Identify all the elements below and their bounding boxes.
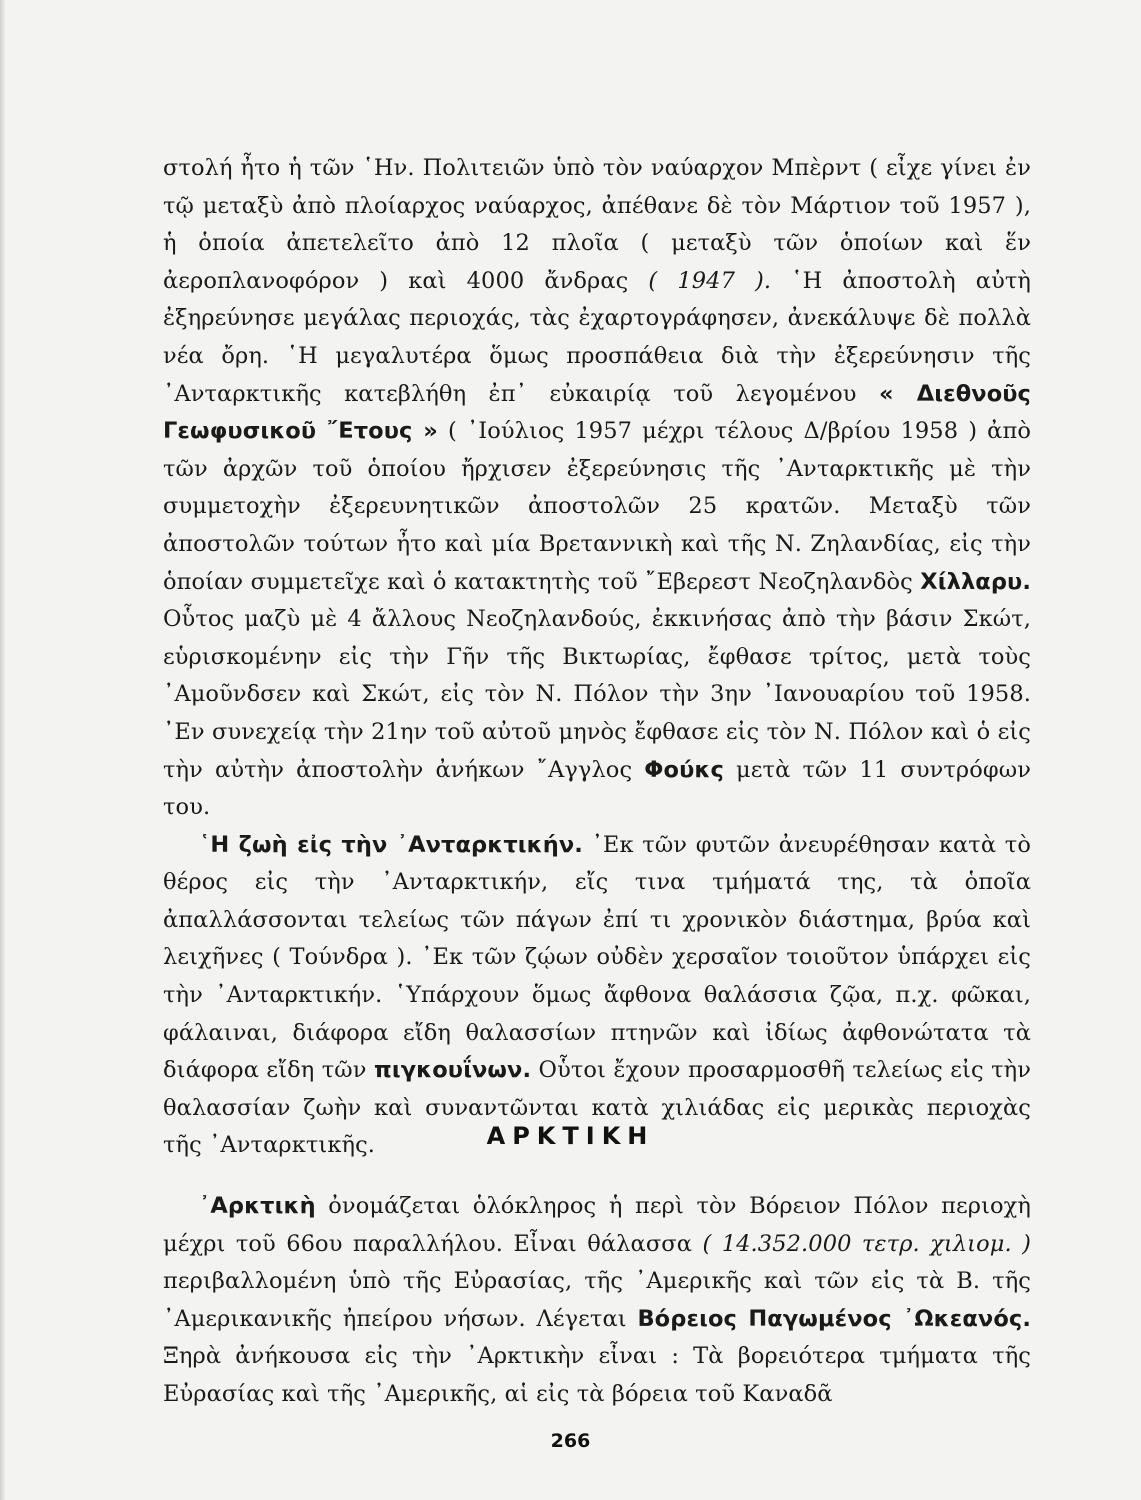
text-run: Οὗτος μαζὺ μὲ 4 ἄλλους Νεοζηλανδούς, ἐκκινήσας ἀπὸ τὴν βάσιν Σκώτ, εὑρισκομένην εἰς τὴν Γῆν τῆς Βικτωρίας, ἔφθασε τρίτος, μετὰ τοὺς ᾿Αμοῦνδσεν καὶ Σκώτ, εἰς τὸν Ν. Πόλον τὴν 3ην ᾿Ιανουαρίου τοῦ 1958. ᾿Εν συνεχείᾳ τὴν 21ην τοῦ αὐτοῦ μηνὸς ἔφθασε εἰς τὸν Ν. Πόλον καὶ ὁ εἰς τὴν αὐτὴν ἀποστολὴν ἀνήκων ῎Αγγλος [163,606,1031,783]
bold-fuchs: Φούκς [644,756,724,783]
scan-edge-shadow [0,0,6,1500]
text-run: ὀνομάζεται ὁλόκληρος ἡ περὶ τὸν Βόρειον Πόλον περιοχὴ μέχρι τοῦ 66ου παραλλήλου. Εἶναι θάλασσα [163,1193,1031,1257]
bold-life-heading: ῾Η ζωὴ εἰς τὴν ᾿Ανταρκτικήν. [199,831,583,858]
bold-arctic-ocean: Βόρειος Παγωμένος ᾿Ωκεανός. [637,1305,1031,1332]
text-run: μετὰ τῶν 11 συντρόφων του. [163,756,1031,821]
text-run: περιβαλλομένη ὑπὸ τῆς Εὐρασίας, τῆς ᾿Αμερικῆς καὶ τῶν εἰς τὰ Β. τῆς ᾿Αμερικανικῆς ἠπείρου νήσων. Λέγεται [163,1268,1031,1332]
bold-geophysical-year: « Διεθνοῦς Γεωφυσικοῦ ῎Ετους » [163,380,1031,445]
section-heading: ΑΡΚΤΙΚΗ [486,1122,655,1150]
arctic-text-block [163,1188,1031,1414]
arctic-paragraph [163,1188,1031,1414]
expedition-paragraph [163,150,1031,827]
bold-hillary: Χίλλαρυ. [920,568,1031,595]
italic-year: ( 1947 ). [648,267,772,294]
page-number: 266 [550,1430,591,1452]
life-in-antarctica-paragraph [163,827,1031,1165]
text-run: ῾Η ἀποστολὴ αὐτὴ ἐξηρεύνησε μεγάλας περιοχάς, τὰς ἐχαρτογράφησεν, ἀνεκάλυψε δὲ πολλὰ νέα ὄρη. ῾Η μεγαλυτέρα ὅμως προσπάθεια διὰ τὴν ἐξερεύνησιν τῆς ᾿Ανταρκτικῆς κατεβλήθη ἐπ᾿ εὐκαιρίᾳ τοῦ λεγομένου [163,267,1032,407]
bold-penguins: πιγκουΐνων. [373,1057,532,1084]
bold-arctic: ᾿Αρκτικὴ [199,1193,316,1219]
text-run: Ξηρὰ ἀνήκουσα εἰς τὴν ᾿Αρκτικὴν εἶναι : Τὰ βορειότερα τμήματα τῆς Εὐρασίας καὶ τῆς ᾿Αμερικῆς, αἱ εἰς τὰ βόρεια τοῦ Καναδᾶ [163,1343,1031,1407]
text-run: στολή ἦτο ἡ τῶν ῾Ην. Πολιτειῶν ὑπὸ τὸν ναύαρχον Μπὲρντ ( εἶχε γίνει ἐν τῷ μεταξὺ ἀπὸ πλοίαρχος ναύαρχος, ἀπέθανε δὲ τὸν Μάρτιον τοῦ 1957 ), ἡ ὁποία ἀπετελεῖτο ἀπὸ 12 πλοῖα ( μεταξὺ τῶν ὁποίων καὶ ἕν ἀεροπλανοφόρον ) καὶ 4000 ἄνδρας [163,155,1031,294]
text-run: Οὗτοι ἔχουν προσαρμοσθῆ τελείως εἰς τὴν θαλασσίαν ζωὴν καὶ συναντῶνται κατὰ χιλιάδας εἰς μερικὰς περιοχὰς τῆς ᾿Ανταρκτικῆς. [163,1057,1031,1159]
antarctic-text-block [163,150,1031,1165]
text-run: ᾿Εκ τῶν φυτῶν ἀνευρέθησαν κατὰ τὸ θέρος εἰς τὴν ᾿Ανταρκτικήν, εἴς τινα τμήματά της, τὰ ὁποῖα ἀπαλλάσσονται τελείως τῶν πάγων ἐπί τι χρονικὸν διάστημα, βρύα καὶ λειχῆνες ( Τούνδρα ). ᾿Εκ τῶν ζῴων οὐδὲν χερσαῖον τοιοῦτον ὑπάρχει εἰς τὴν ᾿Ανταρκτικήν. ῾Υπάρχουν ὅμως ἄφθονα θαλάσσια ζῷα, π.χ. φῶκαι, φάλαιναι, διάφορα εἴδη θαλασσίων πτηνῶν καὶ ἰδίως ἀφθονώτατα τὰ διάφορα εἴδη τῶν [163,831,1031,1084]
italic-area: ( 14.352.000 τετρ. χιλιομ. ) [702,1230,1031,1257]
text-run: ( ᾿Ιούλιος 1957 μέχρι τέλους Δ/βρίου 1958 ) ἀπὸ τῶν ἀρχῶν τοῦ ὁποίου ἤρχισεν ἐξερεύνησις τῆς ᾿Ανταρκτικῆς μὲ τὴν συμμετοχὴν ἐξερευνητικῶν ἀποστολῶν 25 κρατῶν. Μεταξὺ τῶν ἀποστολῶν τούτων ἦτο καὶ μία Βρεταννικὴ καὶ τῆς Ν. Ζηλανδίας, εἰς τὴν ὁποίαν συμμετεῖχε καὶ ὁ κατακτητὴς τοῦ ῎Εβερεστ Νεοζηλανδὸς [163,418,1031,595]
